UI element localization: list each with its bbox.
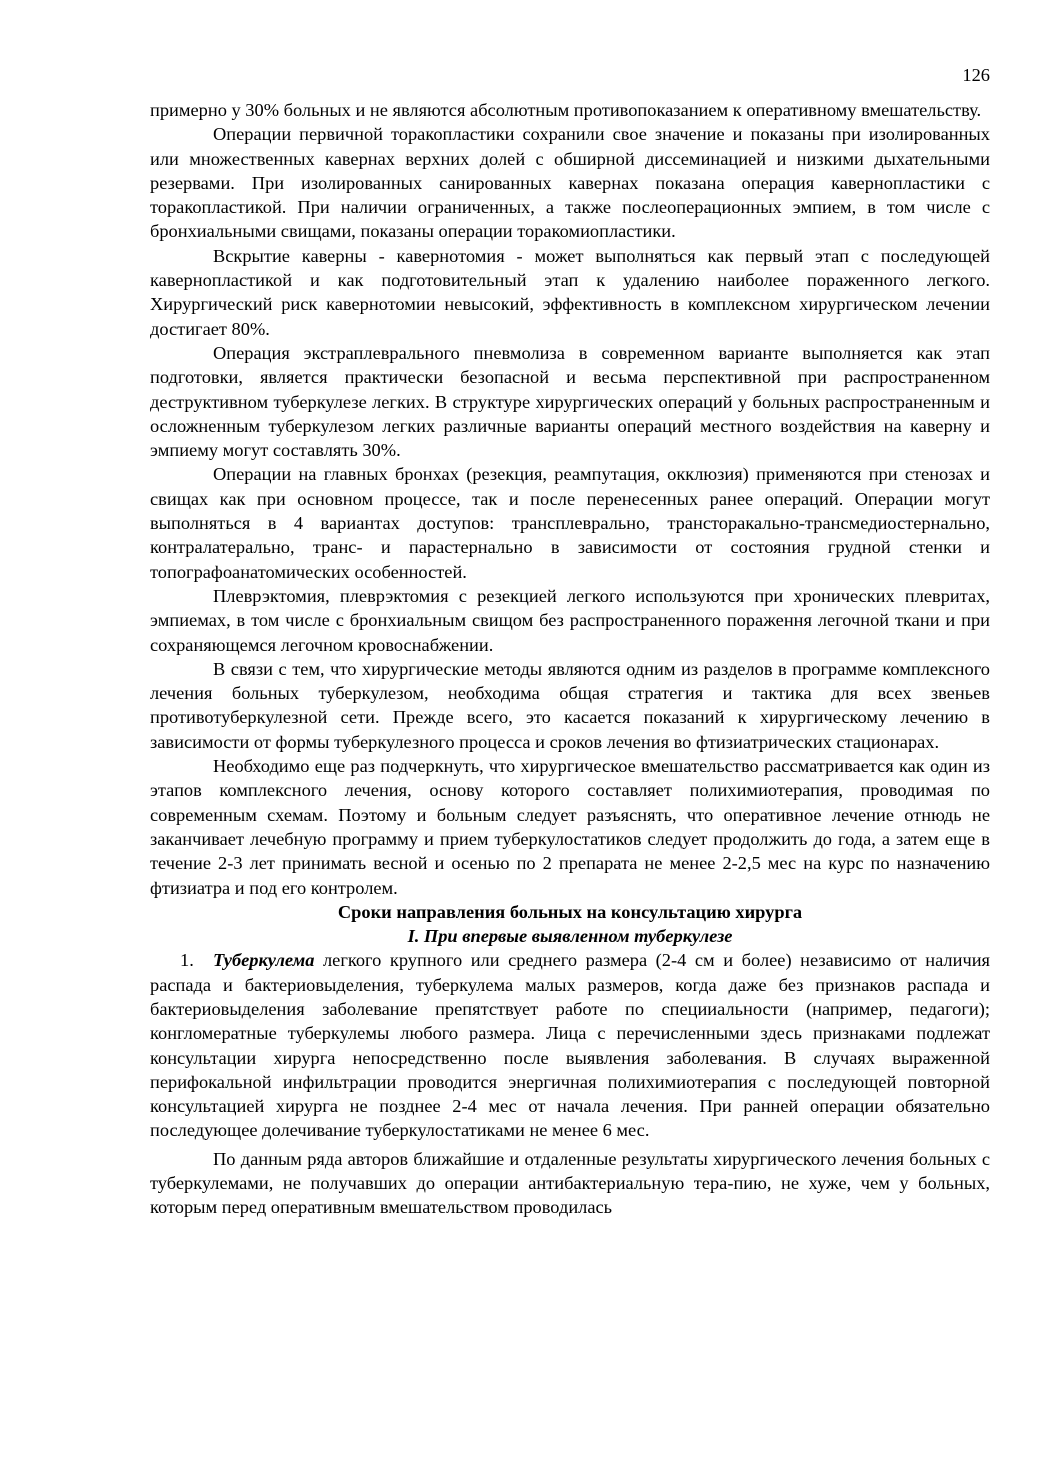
document-page — [150, 60, 990, 1220]
paragraph-continued: примерно у 30% больных и не являются абсолютным противопоказанием к оперативному вмешательству. — [150, 100, 982, 120]
list-item-term: Туберкулема — [213, 950, 315, 971]
list-item-tuberculoma — [150, 948, 990, 1142]
section-heading: Сроки направления больных на консультацию хирурга — [337, 901, 803, 922]
paragraph-emphasis: Необходимо еще раз подчеркнуть, что хирургическое вмешательство рассматривается как один из этапов комплексного лечения, основу которого составляет полихимиотерапия, проводимая по современным схемам. Поэтому и больным следует разъяснять, что оперативное лечение отнюдь не заканчивает лечебную программу и прием туберкулостатиков следует продолжить до года, а затем еще в течение 2-3 лет принимать весной и осенью по 2 препарата не менее 2-2,5 мес на курс по назначению фтизиатра и под его контролем. — [150, 756, 990, 898]
paragraph-bronchi-operations: Операции на главных бронхах (резекция, реампутация, окклюзия) применяются при стенозах и свищах как при основном процессе, так и после перенесенных ранее операций. Операции могут выполняться в 4 вариантах доступов: трансплеврально, трансторакально-трансмедиостернально, контралатерально, транс- и парастернально в зависимости от состояния грудной стенки и топографоанатомических особенностей. — [150, 464, 990, 582]
section-subheading: I. При впервые выявленном туберкулезе — [407, 926, 733, 947]
list-item-text: легкого крупного или среднего размера (2-4 см и более) независимо от наличия распада и бактериовыделения, туберкулема малых размеров, когда даже без признаков распада и бактериовыделения заболевание препятствует работе по специиальности (например, педагоги); конгломератные туберкулемы любого размера. Лица с перечисленными здесь признаками подлежат консультации хирурга непосредственно после выявления заболевания. В случаях выраженной перифокальной инфильтрации проводится энергичная полихимиотерапия с последующей повторной консультацией хирурга не позднее 2-4 мес от начала лечения. При ранней операции обязательно последующее долечивание туберкулостатиками не менее 6 мес. — [150, 950, 990, 1141]
page-number: 126 — [962, 65, 990, 85]
paragraph-thoracoplasty: Операции первичной торакопластики сохранили свое значение и показаны при изолированных или множественных кавернах верхних долей с обширной диссеминацией и низкими дыхательными резервами. При изолированных санированных кавернах показана операция кавернопластики с торакопластикой. При наличии ограниченных, а также послеоперационных эмпием, в том числе с бронхиальными свищами, показаны операции торакомиопластики. — [150, 124, 990, 242]
paragraph-results: По данным ряда авторов ближайшие и отдаленные результаты хирургического лечения больных с туберкулемами, не получавших до операции антибактериальную тера-пию, не хуже, чем у больных, которым перед оперативным вмешательством проводилась — [150, 1148, 990, 1218]
list-item-number: 1. — [180, 950, 194, 971]
paragraph-pneumolysis: Операция экстраплеврального пневмолиза в современном варианте выполняется как этап подготовки, является практически безопасной и весьма перспективной при распространенном деструктивном туберкулезе легких. В структуре хирургических операций у больных распространенным и осложненным туберкулезом легких различные варианты операций местного воздействия на каверну и эмпиему могут составлять 30%. — [150, 342, 990, 461]
paragraph-pleurectomy: Плеврэктомия, плеврэктомия с резекцией легкого используются при хронических плевритах, эмпиемах, в том числе с бронхиальным свищом без распространенного пораження легочной ткани и при сохраняющемся легочном кровоснабжении. — [150, 585, 990, 655]
paragraph-strategy: В связи с тем, что хирургические методы являются одним из разделов в программе комплексного лечения больных туберкулезом, необходима общая стратегия и тактика для всех звеньев противотуберкулезной сети. Прежде всего, это касается показаний к хирургическому лечению в зависимости от формы туберкулезного процесса и сроков лечения во фтизиатрических стационарах. — [150, 658, 990, 752]
paragraph-cavernotomy: Вскрытие каверны - кавернотомия - может выполняться как первый этап с последующей кавернопластикой и как подготовительный этап к удалению наиболее пораженного легкого. Хирургический риск кавернотомии невысокий, эффективность в комплексном хирургическом лечении достигает 80%. — [150, 245, 990, 339]
